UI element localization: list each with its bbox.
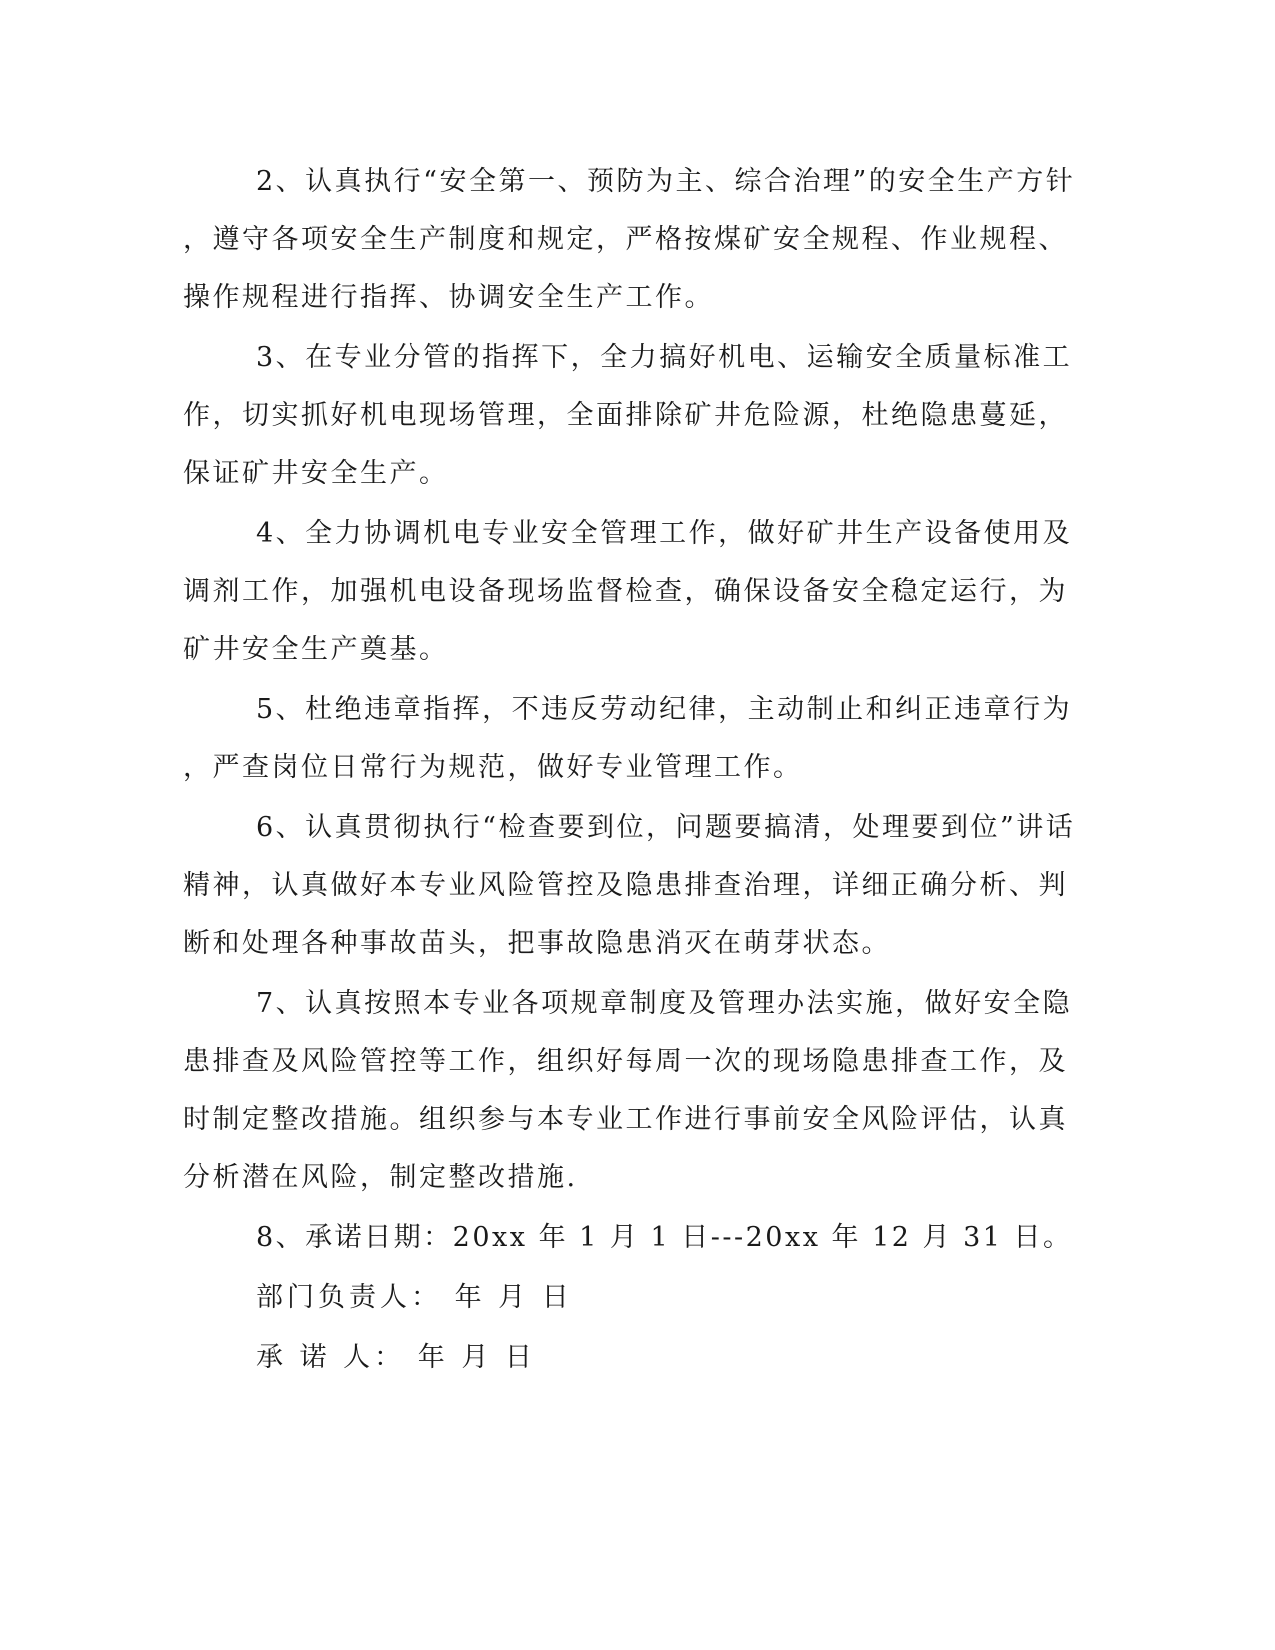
- paragraph-5-line-1: 5、杜绝违章指挥，不违反劳动纪律，主动制止和纠正违章行为: [256, 694, 1073, 725]
- paragraph-3-line-2: 作，切实抓好机电现场管理，全面排除矿井危险源，杜绝隐患蔓延，: [183, 400, 1068, 431]
- paragraph-6-line-3: 断和处理各种事故苗头，把事故隐患消灭在萌芽状态。: [183, 928, 891, 959]
- paragraph-4-line-3: 矿井安全生产奠基。: [183, 634, 449, 665]
- paragraph-4-line-1: 4、全力协调机电专业安全管理工作，做好矿井生产设备使用及: [256, 518, 1073, 549]
- paragraph-7-line-3: 时制定整改措施。组织参与本专业工作进行事前安全风险评估，认真: [183, 1104, 1068, 1135]
- paragraph-6-line-2: 精神，认真做好本专业风险管控及隐患排查治理，详细正确分析、判: [183, 870, 1068, 901]
- paragraph-2-line-3: 操作规程进行指挥、协调安全生产工作。: [183, 282, 714, 313]
- pledger-signature-line: 承 诺 人： 年 月 日: [256, 1342, 536, 1373]
- paragraph-7-line-2: 患排查及风险管控等工作，组织好每周一次的现场隐患排查工作，及: [183, 1046, 1068, 1077]
- commitment-date-line: 8、承诺日期：20xx 年 1 月 1 日---20xx 年 12 月 31 日。: [256, 1222, 1073, 1253]
- paragraph-4-line-2: 调剂工作，加强机电设备现场监督检查，确保设备安全稳定运行，为: [183, 576, 1068, 607]
- department-head-signature-line: 部门负责人： 年 月 日: [256, 1282, 573, 1313]
- paragraph-7-line-1: 7、认真按照本专业各项规章制度及管理办法实施，做好安全隐: [256, 988, 1073, 1019]
- paragraph-5-line-2: ，严查岗位日常行为规范，做好专业管理工作。: [183, 752, 803, 783]
- paragraph-6-line-1: 6、认真贯彻执行“检查要到位，问题要搞清，处理要到位”讲话: [256, 812, 1076, 843]
- paragraph-3-line-3: 保证矿井安全生产。: [183, 458, 449, 489]
- paragraph-7-line-4: 分析潜在风险，制定整改措施.: [183, 1162, 578, 1193]
- paragraph-2-line-2: ，遵守各项安全生产制度和规定，严格按煤矿安全规程、作业规程、: [183, 224, 1068, 255]
- paragraph-2-line-1: 2、认真执行“安全第一、预防为主、综合治理”的安全生产方针: [256, 166, 1076, 197]
- paragraph-3-line-1: 3、在专业分管的指挥下，全力搞好机电、运输安全质量标准工: [256, 342, 1073, 373]
